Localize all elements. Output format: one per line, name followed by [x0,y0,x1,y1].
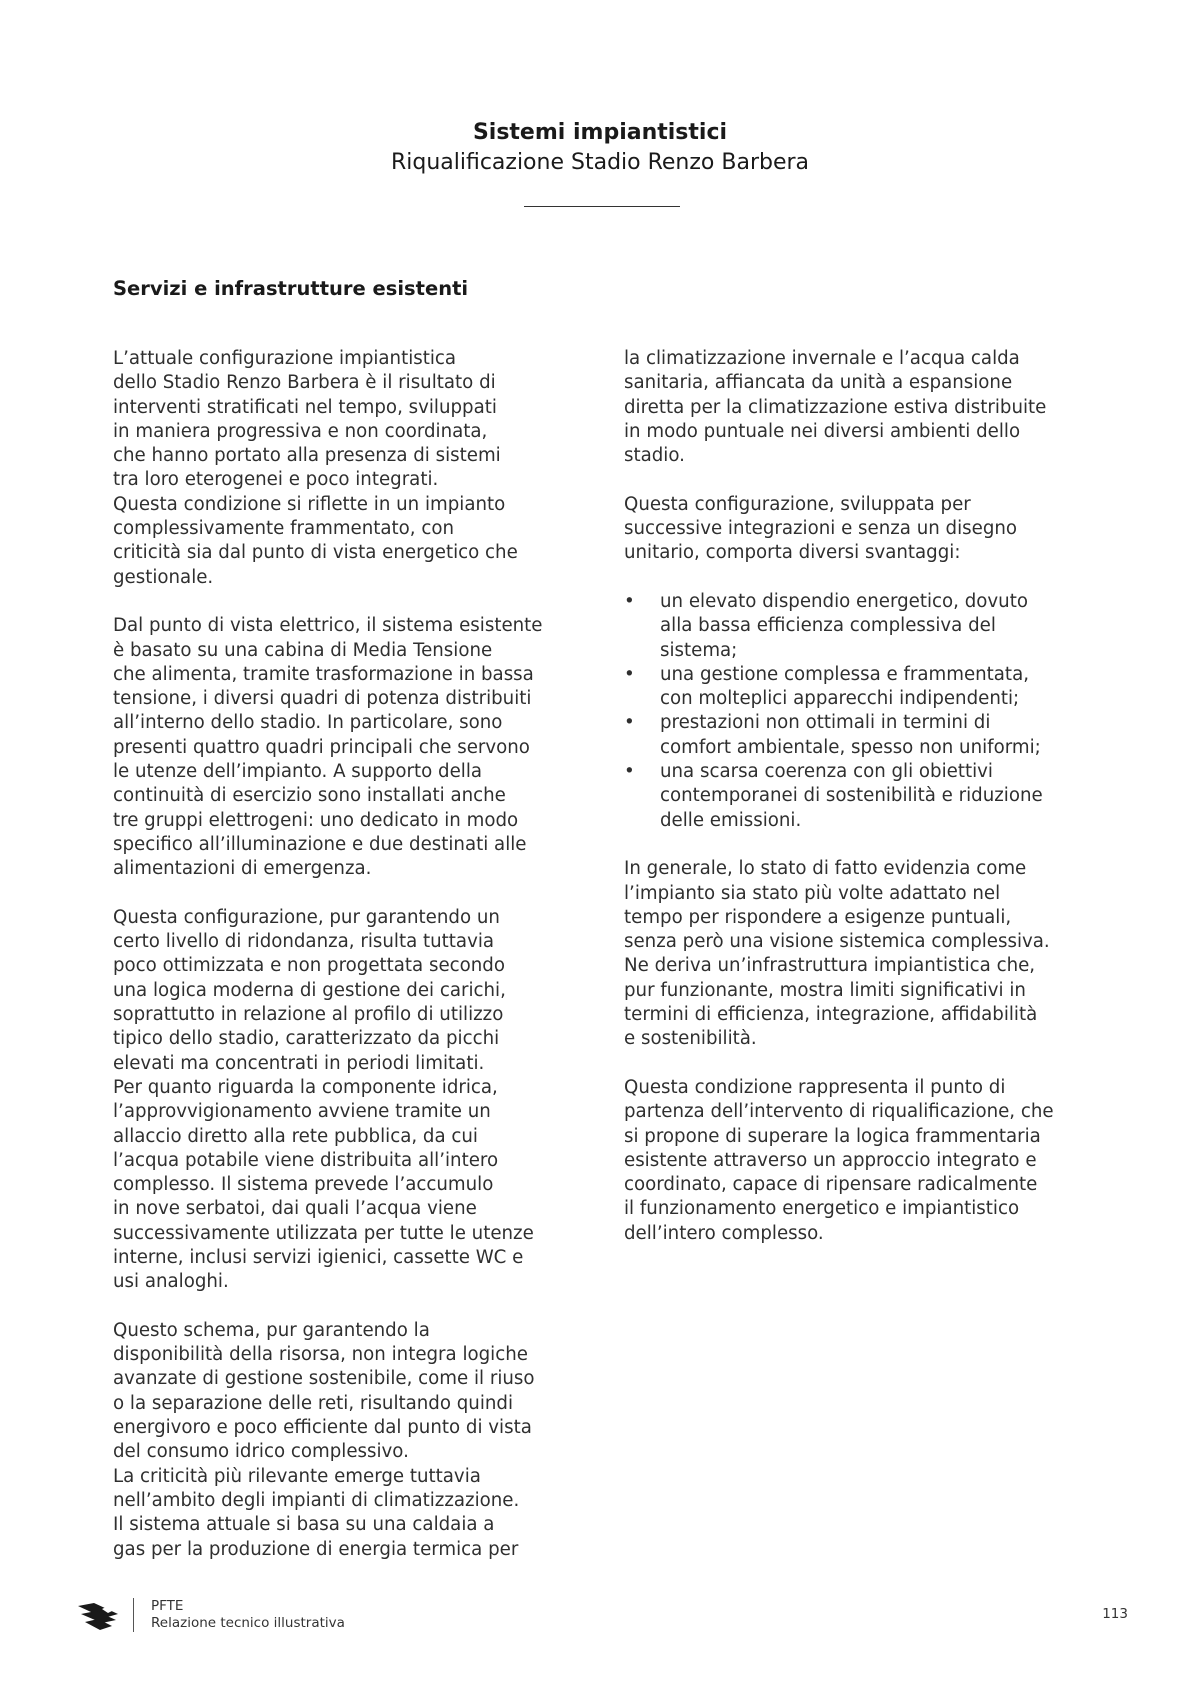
text-line: interventi stratificati nel tempo, sviluppati [113,396,497,418]
text-line: prestazioni non ottimali in termini di [660,712,991,734]
footer-doc-code: PFTE [151,1598,184,1614]
text-line: un elevato dispendio energetico, dovuto [660,590,1028,612]
text-line: avanzate di gestione sostenibile, come il riuso [113,1368,535,1390]
list-item [624,590,1098,663]
text-line: del consumo idrico complessivo. [113,1441,409,1463]
text-line: coordinato, capace di ripensare radicalmente [624,1174,1038,1196]
text-line: unitario, comporta diversi svantaggi: [624,542,961,564]
text-line: che alimenta, tramite trasformazione in bassa [113,663,534,685]
text-line: l’approvvigionamento avviene tramite un [113,1101,491,1123]
text-line: in nove serbatoi, dai quali l’acqua viene [113,1198,477,1220]
text-line: nell’ambito degli impianti di climatizzazione. [113,1489,520,1511]
bullet-icon: • [624,761,635,783]
text-line: una logica moderna di gestione dei carichi, [113,979,506,1001]
text-line: tipico dello stadio, caratterizzato da picchi [113,1028,500,1050]
text-line: presenti quattro quadri principali che servono [113,736,530,758]
text-line: l’acqua potabile viene distribuita all’intero [113,1149,499,1171]
bullet-icon: • [624,590,635,612]
text-line: delle emissioni. [660,809,802,831]
paragraph [624,493,1098,566]
disadvantages-list [624,590,1098,833]
text-line: alimentazioni di emergenza. [113,858,372,880]
paragraph [624,347,1098,468]
text-line: tensione, i diversi quadri di potenza distribuiti [113,688,532,710]
text-line: si propone di superare la logica frammentaria [624,1125,1041,1147]
text-line: Questa condizione rappresenta il punto di [624,1076,1006,1098]
text-line: pur funzionante, mostra limiti significativi in [624,979,1026,1001]
page-header [0,118,1200,178]
text-line: tempo per rispondere a esigenze puntuali, [624,906,1012,928]
text-line: stadio. [624,445,685,467]
text-line: sistema; [660,639,738,661]
text-line: tre gruppi elettrogeni: uno dedicato in modo [113,809,519,831]
text-line: usi analoghi. [113,1271,229,1293]
text-line: termini di efficienza, integrazione, affidabilità [624,1004,1038,1026]
text-line: una scarsa coerenza con gli obiettivi [660,761,993,783]
paragraph [113,906,591,1295]
bullet-icon: • [624,663,635,685]
text-line: dello Stadio Renzo Barbera è il risultato di [113,372,496,394]
footer-divider [133,1598,134,1632]
text-line: all’interno dello stadio. In particolare, sono [113,712,503,734]
text-line: Il sistema attuale si basa su una caldaia a [113,1514,495,1536]
list-item [624,760,1098,833]
text-line: la climatizzazione invernale e l’acqua calda [624,348,1020,369]
right-column [624,347,1098,1246]
text-line: è basato su una cabina di Media Tensione [113,639,493,661]
text-line: una gestione complessa e frammentata, [660,663,1029,685]
eagle-logo-icon [76,1597,120,1633]
text-line: in maniera progressiva e non coordinata, [113,420,488,442]
text-line: diretta per la climatizzazione estiva distribuite [624,396,1047,418]
text-line: le utenze dell’impianto. A supporto della [113,761,483,783]
paragraph [113,614,591,881]
text-line: complesso. Il sistema prevede l’accumulo [113,1174,494,1196]
text-line: l’impianto sia stato più volte adattato nel [624,882,1001,904]
text-line: successivamente utilizzata per tutte le utenze [113,1222,534,1244]
text-line: partenza dell’intervento di riqualificazione, che [624,1101,1054,1123]
text-line: specifico all’illuminazione e due destinati alle [113,833,527,855]
text-line: Ne deriva un’infrastruttura impiantistica che, [624,955,1036,977]
text-line: soprattutto in relazione al profilo di utilizzo [113,1004,504,1026]
text-line: dell’intero complesso. [624,1222,824,1244]
text-line: alla bassa efficienza complessiva del [660,615,996,637]
text-line: L’attuale configurazione impiantistica [113,348,457,369]
text-line: e sostenibilità. [624,1028,757,1050]
header-divider [524,206,680,207]
text-line: che hanno portato alla presenza di sistemi [113,445,501,467]
text-line: certo livello di ridondanza, risulta tuttavia [113,931,495,953]
page-subtitle: Riqualificazione Stadio Renzo Barbera [390,150,810,175]
paragraph [624,857,1098,1051]
list-item [624,711,1098,760]
bullet-icon: • [624,712,635,734]
text-line: poco ottimizzata e non progettata secondo [113,955,505,977]
paragraph [113,1319,591,1562]
text-line: elevati ma concentrati in periodi limitati. [113,1052,485,1074]
text-line: contemporanei di sostenibilità e riduzione [660,785,1043,807]
text-line: successive integrazioni e senza un disegno [624,518,1018,540]
text-line: criticità sia dal punto di vista energetico che [113,542,518,564]
text-line: complessivamente frammentato, con [113,518,455,540]
text-line: La criticità più rilevante emerge tuttavia [113,1465,481,1487]
list-item [624,663,1098,712]
text-line: In generale, lo stato di fatto evidenzia come [624,858,1027,880]
text-line: energivoro e poco efficiente dal punto di vista [113,1417,532,1439]
text-line: in modo puntuale nei diversi ambienti dello [624,420,1021,442]
page-title: Sistemi impiantistici [472,120,728,145]
text-line: gestionale. [113,566,214,588]
text-line: Questa configurazione, pur garantendo un [113,906,500,928]
text-line: il funzionamento energetico e impiantistico [624,1198,1020,1220]
text-line: o la separazione delle reti, risultando quindi [113,1392,514,1414]
text-line: Per quanto riguarda la componente idrica, [113,1076,498,1098]
text-line: Dal punto di vista elettrico, il sistema esistente [113,615,543,637]
page-number: 113 [1102,1606,1128,1622]
text-line: interne, inclusi servizi igienici, cassette WC e [113,1246,524,1268]
text-line: Questa configurazione, sviluppata per [624,493,971,515]
footer-doc-title: Relazione tecnico illustrativa [151,1615,345,1631]
text-line: senza però una visione sistemica complessiva. [624,931,1050,953]
text-line: comfort ambientale, spesso non uniformi; [660,736,1041,758]
text-line: Questo schema, pur garantendo la [113,1319,430,1341]
text-line: sanitaria, affiancata da unità a espansione [624,372,1013,394]
text-line: continuità di esercizio sono installati anche [113,785,506,807]
footer-text [151,1598,345,1632]
section-heading: Servizi e infrastrutture esistenti [113,277,469,300]
paragraph [113,347,591,590]
text-line: Questa condizione si riflette in un impianto [113,493,506,515]
text-line: tra loro eterogenei e poco integrati. [113,469,439,491]
text-line: esistente attraverso un approccio integrato e [624,1149,1037,1171]
left-column [113,347,591,1562]
text-line: disponibilità della risorsa, non integra logiche [113,1344,528,1366]
text-line: gas per la produzione di energia termica per [113,1538,519,1560]
paragraph [624,1076,1098,1246]
text-line: con molteplici apparecchi indipendenti; [660,688,1020,710]
text-line: allaccio diretto alla rete pubblica, da cui [113,1125,478,1147]
